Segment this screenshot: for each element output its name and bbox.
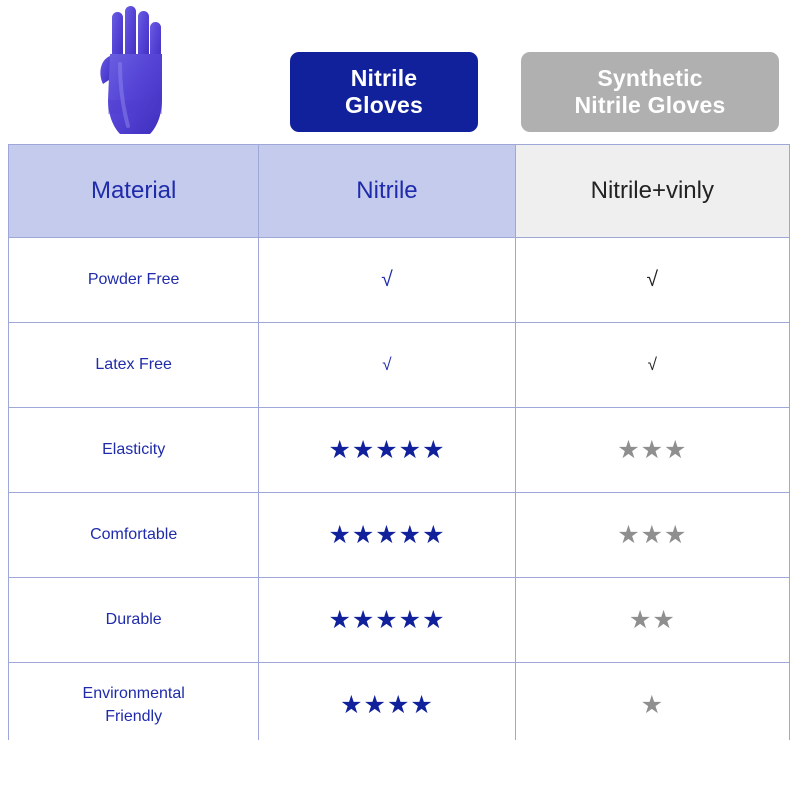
table-row <box>9 493 790 578</box>
star-rating-icon: ★★★ <box>617 435 688 464</box>
value-synthetic-environmental-friendly <box>515 663 789 748</box>
value-nitrile-environmental-friendly <box>259 663 515 748</box>
check-icon: √ <box>381 268 393 291</box>
table-row <box>9 238 790 323</box>
check-icon: √ <box>647 354 657 374</box>
feature-label-line2: Friendly <box>105 708 163 725</box>
nitrile-glove-image <box>90 4 176 140</box>
feature-label-line1: Environmental <box>82 684 185 702</box>
feature-label-environmental-friendly <box>9 663 259 748</box>
feature-label-latex-free: Latex Free <box>9 323 259 408</box>
star-rating-icon: ★★★★ <box>340 690 434 719</box>
feature-label-powder-free: Powder Free <box>9 238 259 323</box>
star-rating-icon: ★ <box>640 690 665 719</box>
value-nitrile-durable <box>259 578 515 663</box>
table-row <box>9 408 790 493</box>
badge-synthetic-nitrile-gloves <box>521 52 779 132</box>
table-header-row <box>9 145 790 238</box>
badge-nitrile-gloves <box>290 52 478 132</box>
table-row <box>9 663 790 748</box>
column-header-material: Material <box>9 145 259 238</box>
value-nitrile-powder-free <box>259 238 515 323</box>
value-nitrile-latex-free <box>259 323 515 408</box>
check-icon: √ <box>646 268 659 291</box>
value-synthetic-latex-free <box>515 323 789 408</box>
star-rating-icon: ★★★ <box>617 520 688 549</box>
column-header-synthetic: Nitrile+vinly <box>515 145 789 238</box>
value-synthetic-comfortable <box>515 493 789 578</box>
comparison-table-wrapper <box>8 144 790 748</box>
value-synthetic-durable <box>515 578 789 663</box>
feature-label-durable: Durable <box>9 578 259 663</box>
footer-spacer <box>0 740 800 800</box>
badge-nitrile-line1: Nitrile <box>350 64 418 91</box>
table-row <box>9 578 790 663</box>
table-row <box>9 323 790 408</box>
feature-label-elasticity: Elasticity <box>9 408 259 493</box>
star-rating-icon: ★★★★★ <box>328 520 446 549</box>
value-nitrile-elasticity <box>259 408 515 493</box>
check-icon: √ <box>382 354 392 374</box>
value-nitrile-comfortable <box>259 493 515 578</box>
badge-synthetic-line1: Synthetic <box>597 64 703 91</box>
column-header-nitrile: Nitrile <box>259 145 515 238</box>
value-synthetic-elasticity <box>515 408 789 493</box>
header-section <box>0 0 800 144</box>
comparison-table <box>8 144 790 748</box>
feature-label-comfortable: Comfortable <box>9 493 259 578</box>
value-synthetic-powder-free <box>515 238 789 323</box>
badge-nitrile-line2: Gloves <box>345 92 423 118</box>
star-rating-icon: ★★★★★ <box>328 435 446 464</box>
badge-synthetic-line2: Nitrile Gloves <box>574 92 726 118</box>
star-rating-icon: ★★★★★ <box>328 605 446 634</box>
star-rating-icon: ★★ <box>628 605 676 634</box>
